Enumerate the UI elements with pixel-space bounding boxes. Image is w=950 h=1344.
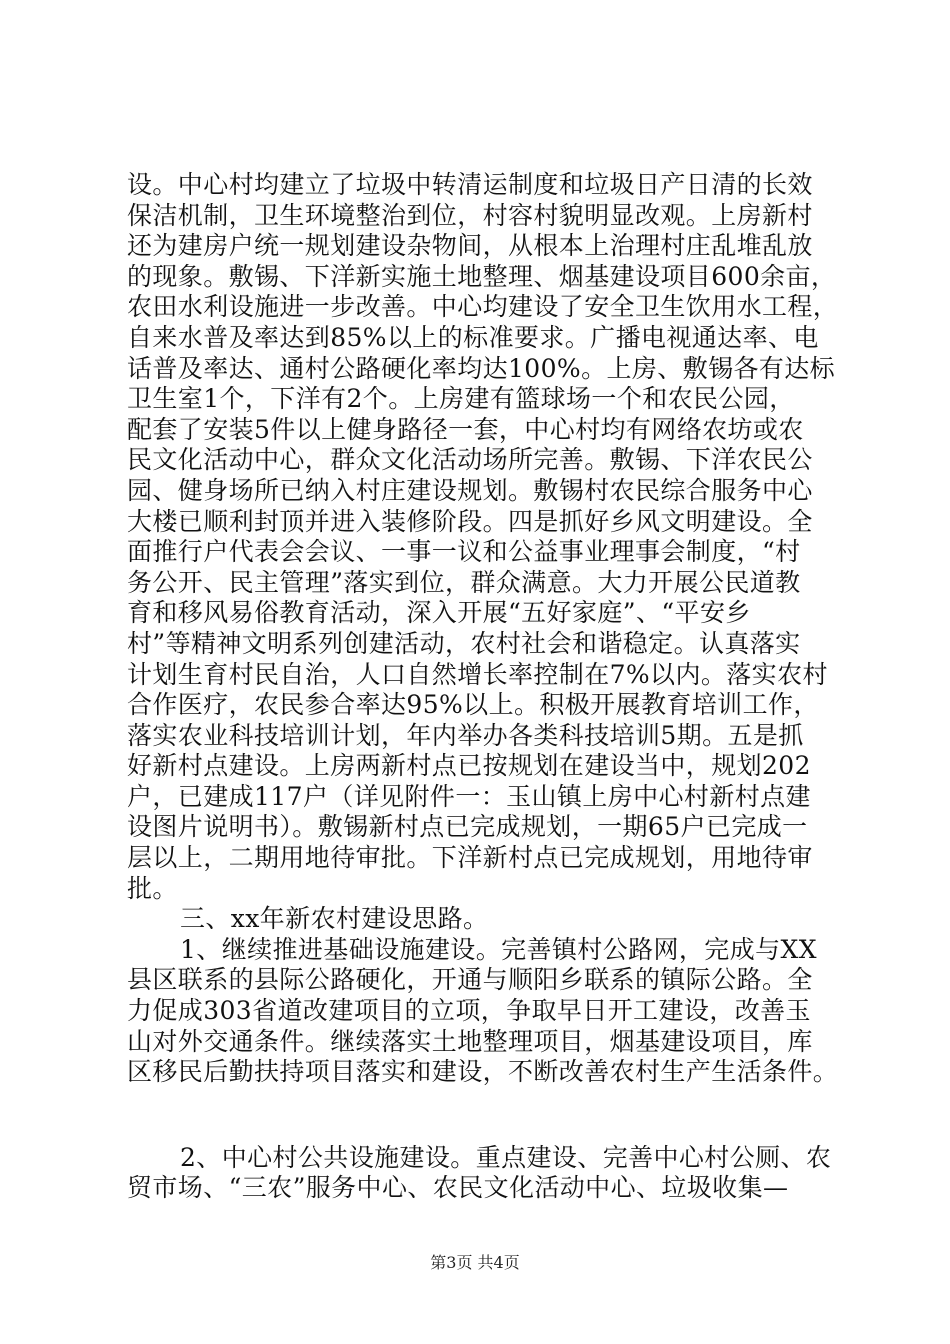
text-line: 力促成303省道改建项目的立项，争取早日开工建设，改善玉 <box>127 996 811 1026</box>
text-line: 村”等精神文明系列创建活动，农村社会和谐稳定。认真落实 <box>127 628 801 658</box>
text-line: 自来水普及率达到85%以上的标准要求。广播电视通达率、电 <box>127 322 819 352</box>
text-line: 面推行户代表会会议、一事一议和公益事业理事会制度，“村 <box>127 537 801 567</box>
text-line: 好新村点建设。上房两新村点已按规划在建设当中，规划202 <box>127 751 811 781</box>
text-line: 户，已建成117户（详见附件一：玉山镇上房中心村新村点建 <box>127 781 811 811</box>
text-line: 保洁机制，卫生环境整治到位，村容村貌明显改观。上房新村 <box>127 200 813 230</box>
text-line: 1、继续推进基础设施建设。完善镇村公路网，完成与XX <box>180 934 817 964</box>
text-line: 还为建房户统一规划建设杂物间，从根本上治理村庄乱堆乱放 <box>127 231 813 261</box>
text-line: 的现象。敷锡、下洋新实施土地整理、烟基建设项目600余亩， <box>127 261 837 291</box>
text-line: 合作医疗，农民参合率达95%以上。积极开展教育培训工作， <box>127 690 819 720</box>
text-line: 层以上，二期用地待审批。下洋新村点已完成规划，用地待审 <box>127 843 813 873</box>
text-line: 计划生育村民自治，人口自然增长率控制在7%以内。落实农村 <box>127 659 828 689</box>
section-heading: 三、xx年新农村建设思路。 <box>180 904 489 934</box>
text-line: 民文化活动中心，群众文化活动场所完善。敷锡、下洋农民公 <box>127 445 813 475</box>
text-line: 县区联系的县际公路硬化，开通与顺阳乡联系的镇际公路。全 <box>127 965 813 995</box>
text-line: 农田水利设施进一步改善。中心均建设了安全卫生饮用水工程， <box>127 292 839 322</box>
paragraph-gap <box>127 1088 827 1143</box>
text-line: 育和移风易俗教育活动，深入开展“五好家庭”、“平安乡 <box>127 598 751 628</box>
text-line: 大楼已顺利封顶并进入装修阶段。四是抓好乡风文明建设。全 <box>127 506 813 536</box>
page-footer: 第3页 共4页 <box>430 1253 520 1272</box>
text-line: 话普及率达、通村公路硬化率均达100%。上房、敷锡各有达标 <box>127 353 836 383</box>
text-line: 设图片说明书）。敷锡新村点已完成规划，一期65户已完成一 <box>127 812 808 842</box>
text-line: 山对外交通条件。继续落实土地整理项目，烟基建设项目，库 <box>127 1026 813 1056</box>
text-line: 设。中心村均建立了垃圾中转清运制度和垃圾日产日清的长效 <box>127 170 813 199</box>
text-line: 园、健身场所已纳入村庄建设规划。敷锡村农民综合服务中心 <box>127 475 813 505</box>
body-text <box>127 170 839 1204</box>
text-line: 落实农业科技培训计划，年内举办各类科技培训5期。五是抓 <box>127 720 804 750</box>
text-line: 贸市场、“三农”服务中心、农民文化活动中心、垃圾收集— <box>127 1173 789 1203</box>
text-line: 2、中心村公共设施建设。重点建设、完善中心村公厕、农 <box>180 1142 832 1172</box>
text-line: 批。 <box>127 873 178 903</box>
text-line: 配套了安装5件以上健身路径一套，中心村均有网络农坊或农 <box>127 414 804 444</box>
text-line: 卫生室1个，下洋有2个。上房建有篮球场一个和农民公园， <box>127 384 795 414</box>
text-line: 区移民后勤扶持项目落实和建设，不断改善农村生产生活条件。 <box>127 1057 839 1087</box>
text-line: 务公开、民主管理”落实到位，群众满意。大力开展公民道教 <box>127 567 801 597</box>
